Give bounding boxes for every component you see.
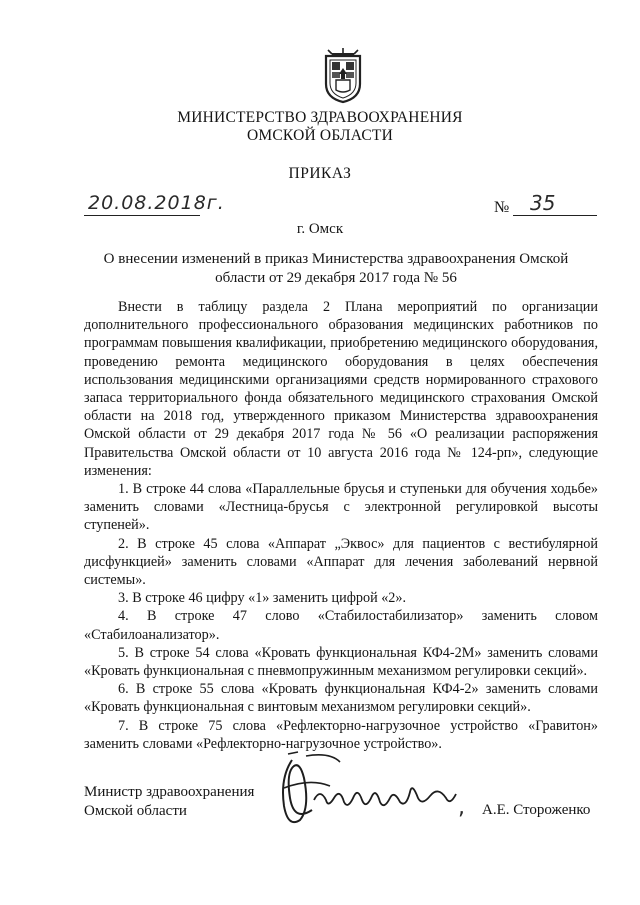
- order-item: 5. В строке 54 слова «Кровать функциональная КФ4-2М» заменить словами «Кровать функциональная с пневмопружинным механизмом регулировки секций».: [84, 644, 598, 680]
- signer-position-line2: Омской области: [84, 803, 187, 819]
- handwritten-signature-icon: [270, 748, 470, 848]
- order-intro-paragraph: Внести в таблицу раздела 2 Плана мероприятий по организации дополнительного профессионального образования медицинских работников по программам повышения квалификации, приобретению медицинского оборудования, проведению ремонта медицинского оборудования в целях обеспечения использования медицинскими организациями средств нормированного страхового запаса территориального фонда обязательного медицинского страхования Омской области на 2018 год, утвержденного приказом Министерства здравоохранения Омской области от 29 декабря 2017 года № 56 «О реализации распоряжения Правительства Омской области от 10 августа 2016 года № 124-рп», следующие изменения:: [84, 299, 598, 479]
- city: г. Омск: [296, 221, 344, 237]
- ministry-name-line1: МИНИСТЕРСТВО ЗДРАВООХРАНЕНИЯ: [177, 109, 463, 126]
- ministry-name-line2: ОМСКОЙ ОБЛАСТИ: [247, 127, 393, 144]
- order-item: 3. В строке 46 цифру «1» заменить цифрой «2».: [118, 590, 407, 607]
- number-underline: [513, 215, 597, 216]
- order-title: О внесении изменений в приказ Министерства здравоохранения Омской области от 29 декабря 2017 года № 56: [103, 251, 569, 286]
- handwritten-date: 20.08.2018г.: [88, 192, 225, 214]
- date-underline: [84, 215, 200, 216]
- order-item: 6. В строке 55 слова «Кровать функциональная КФ4-2» заменить словами «Кровать функциональная с винтовым механизмом регулировки секций».: [84, 681, 598, 716]
- handwritten-comma: ,: [458, 795, 465, 820]
- order-item: 7. В строке 75 слова «Рефлекторно-нагрузочное устройство «Гравитон» заменить словами «Рефлекторно-нагрузочное устройство».: [84, 717, 598, 752]
- signer-name: А.Е. Стороженко: [482, 802, 591, 818]
- order-item: 1. В строке 44 слова «Параллельные брусья и ступеньки для обучения ходьбе» заменить словами «Лестница-брусья с электронной регулировкой высоты ступеней».: [84, 481, 598, 534]
- number-label: №: [494, 199, 510, 216]
- order-item: 4. В строке 47 слово «Стабилостабилизатор» заменить словом «Стабилоанализатор».: [84, 608, 598, 643]
- signer-position: [84, 783, 254, 821]
- document-type: ПРИКАЗ: [288, 165, 352, 182]
- order-item: 2. В строке 45 слова «Аппарат „Эквос» для пациентов с вестибулярной дисфункцией» заменить словами «Аппарат для лечения заболеваний нервной системы».: [84, 535, 598, 589]
- omsk-oblast-coat-of-arms-icon: [318, 46, 368, 104]
- order-body: [84, 298, 598, 753]
- handwritten-number: 35: [530, 191, 556, 215]
- signer-position-line1: Министр здравоохранения: [84, 784, 255, 800]
